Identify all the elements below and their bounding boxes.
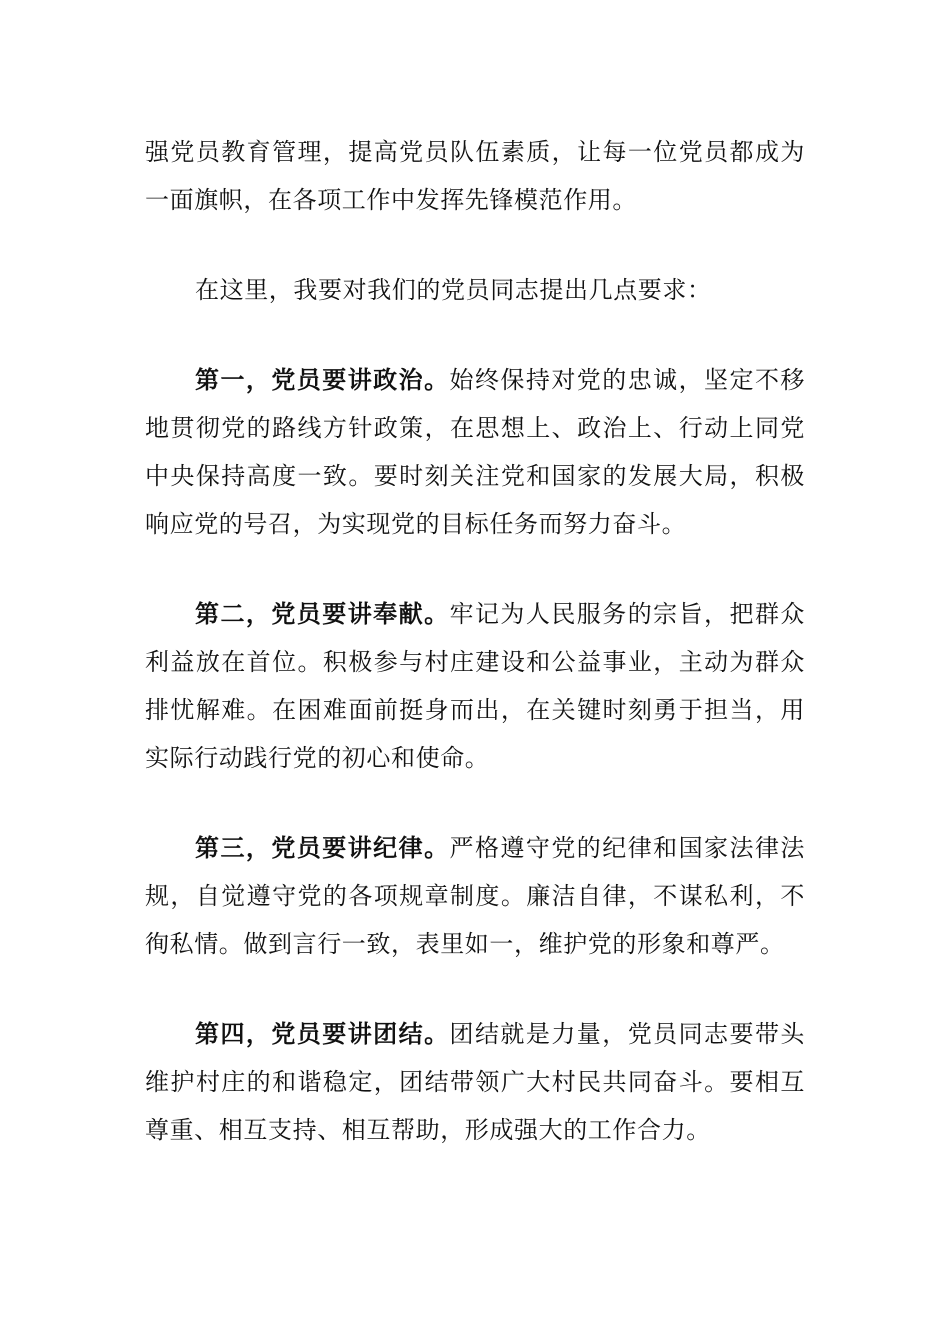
paragraph-text: 牢记为人民服务的宗旨，把群众利益放在首位。积极参与村庄建设和公益事业，主动为群众排忧解难。在困难面前挺身而出，在关键时刻勇于担当，用实际行动践行党的初心和使命。 [145, 600, 806, 772]
paragraph-requirement-2 [145, 590, 805, 782]
paragraph-lead: 第一，党员要讲政治。 [195, 366, 450, 394]
paragraph-intro [145, 266, 805, 314]
paragraph-lead: 第三，党员要讲纪律。 [195, 834, 450, 862]
paragraph-requirement-1 [145, 356, 805, 548]
paragraph-requirement-3 [145, 824, 805, 968]
paragraph-text: 严格遵守党的纪律和国家法律法规，自觉遵守党的各项规章制度。廉洁自律，不谋私利，不徇私情。做到言行一致，表里如一，维护党的形象和尊严。 [145, 834, 806, 958]
paragraph-lead: 第二，党员要讲奉献。 [195, 600, 450, 628]
paragraph-text: 在这里，我要对我们的党员同志提出几点要求： [195, 276, 712, 304]
paragraph-lead: 第四，党员要讲团结。 [195, 1020, 450, 1048]
paragraph-text: 强党员教育管理，提高党员队伍素质，让每一位党员都成为一面旗帜，在各项工作中发挥先锋模范作用。 [145, 138, 805, 214]
paragraph-text: 始终保持对党的忠诚，坚定不移地贯彻党的路线方针政策，在思想上、政治上、行动上同党中央保持高度一致。要时刻关注党和国家的发展大局，积极响应党的号召，为实现党的目标任务而努力奋斗。 [145, 366, 806, 538]
paragraph-continuation [145, 128, 805, 224]
paragraph-requirement-4 [145, 1010, 805, 1154]
document-body [145, 128, 805, 1196]
paragraph-text: 团结就是力量，党员同志要带头维护村庄的和谐稳定，团结带领广大村民共同奋斗。要相互尊重、相互支持、相互帮助，形成强大的工作合力。 [145, 1020, 806, 1144]
